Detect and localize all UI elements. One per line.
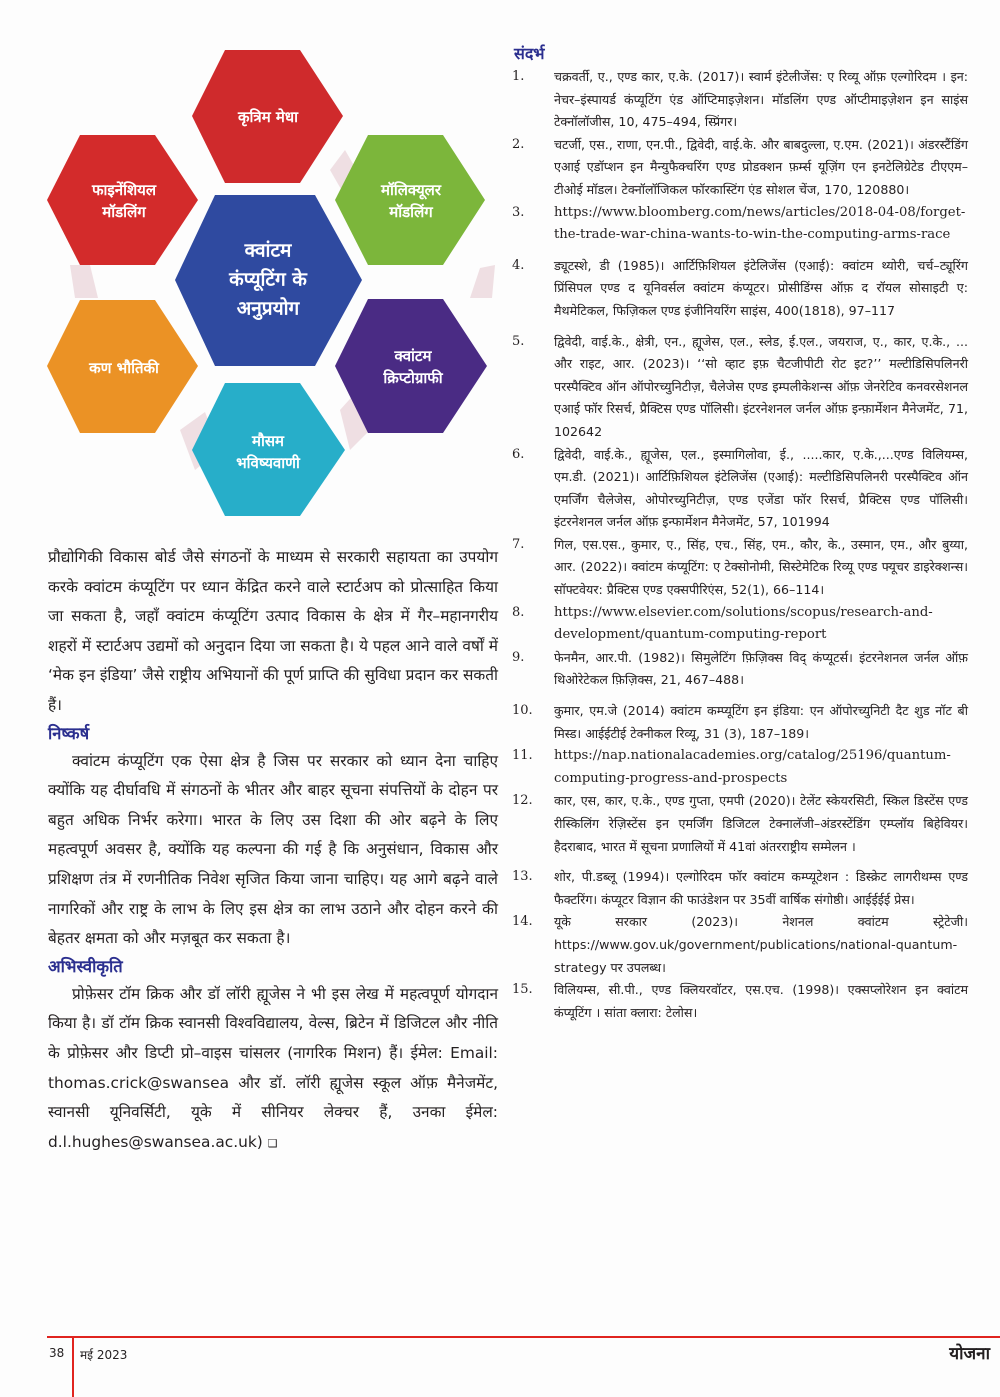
label-line: भविष्यवाणी: [236, 454, 300, 472]
reference-text: विलियम्स, सी.पी., एण्ड क्लियरवॉटर, एस.एच. (1998)। एक्सप्लोरेशन इन क्वांटम कंप्यूटिंग । सांता क्लारा: टेलोस।: [554, 982, 968, 1020]
reference-number: 14.: [512, 914, 533, 930]
conclusion-paragraph: क्वांटम कंप्यूटिंग एक ऐसा क्षेत्र है जिस पर सरकार को ध्यान देना चाहिए क्योंकि यह दीर्घावधि में संगठनों के भीतर और बाहर सूचना संपत्तियों के दोहन पर बहुत अधिक निर्भर करेगा। भारत के लिए उस दिशा की ओर बढ़ने के लिए महत्वपूर्ण अवसर है, क्योंकि यह कल्पना की गई है कि अनुसंधान, विकास और प्रशिक्षण तंत्र में रणनीतिक निवेश सृजित किया जाना चाहिए। यह आगे बढ़ने वाले नागरिकों और राष्ट्र के लाभ के लिए इस क्षेत्र का लाभ उठाने और दोहन करने की बेहतर क्षमता को और मज़बूत कर सकता है।: [48, 751, 498, 948]
page-number: 38: [49, 1346, 65, 1360]
reference-text[interactable]: https://nap.nationalacademies.org/catalog/25196/quantum-computing-progress-and-prospects: [554, 748, 951, 786]
reference-text: चटर्जी, एस., राणा, एन.पी., द्विवेदी, वाई.के. और बाबदुल्ला, ए.एम. (2021)। अंडरस्टैंडिंग एआई एडॉप्शन इन मैन्युफैक्चरिंग एण्ड प्रोडक्शन फ़र्म्स यूज़िंग एन इनटेलिग्रेटेड टीएएम–टीओई मॉडल। टेक्नॉलॉजिकल फॉरकास्टिंग एंड सोशल चेंज, 170, 120880।: [554, 136, 968, 197]
reference-item: [512, 647, 968, 692]
acknowledgement-text: प्रोफ़ेसर टॉम क्रिक और डॉ लॉरी ह्यूजेस ने भी इस लेख में महत्वपूर्ण योगदान किया है। डॉ टॉम क्रिक स्वानसी विश्वविद्यालय, वेल्स, ब्रिटेन में डिजिटल और नीति के प्रोफ़ेसर और डिप्टी प्रो–वाइस चांसलर (नागरिक मिशन) हैं। ईमेल: Email: thomas.crick@swansea और डॉ. लॉरी ह्यूजेस स्कूल ऑफ़ मैनेजमेंट, स्वानसी यूनिवर्सिटी, यूके में सीनियर लेक्चर हैं, उनका ईमेल: d.l.hughes@swansea.ac.uk): [48, 984, 498, 1151]
label-line: अनुप्रयोग: [236, 297, 300, 320]
reference-number: 1.: [512, 69, 525, 84]
reference-text: कार, एस, कार, ए.के., एण्ड गुप्ता, एमपी (2020)। टेलेंट स्केयरसिटी, स्किल डिस्टेंस एण्ड रीस्किलिंग रेज़िस्टेंस इन एमर्जिंग डिजिटल टेक्नालॅजी–अंडरस्टेंडिंग एम्प्लॉय बिहेवियर। हैदराबाद, भारत में सूचना प्रणालियों में 41वां अंतरराष्ट्रीय सम्मेलन ।: [554, 793, 968, 854]
footer-rule: [47, 1336, 1000, 1338]
hexagon-label-center: [229, 237, 307, 324]
reference-item: [512, 866, 968, 911]
references-list: [512, 66, 968, 1024]
end-mark-icon: ❑: [267, 1136, 278, 1150]
label-line: मौसम: [252, 432, 284, 450]
reference-item: [512, 745, 968, 790]
reference-item: [512, 134, 968, 202]
reference-text[interactable]: https://www.elsevier.com/solutions/scopus/research-and-development/quantum-computing-report: [554, 604, 933, 643]
reference-item: [512, 331, 968, 444]
applications-diagram: [40, 40, 500, 530]
label-line: मॉलिक्यूलर: [381, 181, 441, 199]
label-line: क्वांटम: [244, 239, 292, 262]
label-line: मॉडलिंग: [389, 203, 433, 221]
label-line: कण भौतिकी: [89, 359, 159, 377]
reference-number: 9.: [512, 649, 525, 665]
connector-left: [70, 265, 98, 298]
reference-item: [512, 979, 968, 1024]
reference-text: गिल, एस.एस., कुमार, ए., सिंह, एच., सिंह, एम., कौर, के., उस्मान, एम., और बुय्या, आर. (2022)। क्वांटम कंप्यूटिंग: ए टेक्सोनोमी, सिस्टेमेटिक रिव्यू एण्ड फ्यूचर डाइरेक्शन्स। सॉफ्टवेयर: प्रैक्टिस एण्ड एक्सपीरिएंस, 52(1), 66–114।: [554, 536, 968, 598]
reference-item: [512, 534, 968, 602]
reference-item: [512, 66, 968, 134]
reference-number: 8.: [512, 604, 525, 620]
hexagon-label-artificial-intelligence: [238, 106, 298, 128]
label-line: फाइनेंशियल: [91, 181, 157, 199]
intro-paragraph: प्रौद्योगिकी विकास बोर्ड जैसे संगठनों के माध्यम से सरकारी सहायता का उपयोग करके क्वांटम कंप्यूटिंग पर ध्यान केंद्रित करने वाले स्टार्टअप को प्रोत्साहित किया जा सकता है, जहाँ क्वांटम कंप्यूटिंग उत्पाद विकास के क्षेत्र में गैर–महानगरीय शहरों में स्टार्टअप उद्यमों को अनुदान दिया जा सकता है। ये पहल आने वाले वर्षों में ‘मेक इन इंडिया’ जैसे राष्ट्रीय अभियानों की पूर्ण प्राप्ति की सुविधा प्रदान कर सकती हैं।: [48, 548, 498, 714]
label-line: मॉडलिंग: [102, 203, 146, 221]
hexagon-label-molecular-modelling: [381, 179, 441, 223]
references-section: [512, 42, 968, 1024]
hexagon-label-financial-modelling: [92, 179, 156, 223]
label-line: कंप्यूटिंग के: [229, 268, 307, 291]
reference-item: [512, 602, 968, 647]
reference-number: 4.: [512, 257, 525, 273]
label-line: कृत्रिम मेधा: [238, 108, 298, 126]
reference-text: चक्रवर्ती, ए., एण्ड कार, ए.के. (2017)। स्वार्म इंटेलीजेंस: ए रिव्यू ऑफ़ एल्गोरिदम । इन: नेचर–इंस्पायर्ड कंप्यूटिंग एंड ऑप्टिमाइज़ेशन। मॉडलिंग एण्ड ऑप्टीमाइज़ेशन इन साइंस टेक्नॉलॉजीस, 10, 475–494, स्प्रिंगर।: [554, 69, 968, 130]
label-line: क्रिप्टोग्राफी: [383, 369, 443, 387]
reference-number: 15.: [512, 982, 533, 998]
reference-item: [512, 911, 968, 979]
left-column: [48, 543, 498, 1158]
reference-text: द्विवेदी, वाई.के., क्षेत्री, एन., ह्यूजेस, एल., स्लेड, ई.एल., जयराज, ए., कार, ए.के., ... और राइट, आर. (2023)। ‘‘सो व्हाट इफ़ चैटजीपीटी रोट इट?’’ मल्टीडिसिपलिनरी परस्पैक्टिव ऑन ऑपोरच्युनिटीज़, चैलेजेस एण्ड इम्पलीकेशन्स ऑफ़ जेनरेटिव कनवरसेशनल एआई फॉर रिसर्च, प्रैक्टिस एण्ड पॉलिसी। इंटरनेशनल जर्नल ऑफ़ इन्फ़ार्मेशन मैनेजमेंट, 71, 102642: [554, 333, 968, 439]
reference-number: 10.: [512, 703, 533, 719]
reference-text: यूके सरकार (2023)। नेशनल क्वांटम स्ट्रेटेजी। https://www.gov.uk/government/publications/national-quantum-strategy पर उपलब्ध।: [554, 914, 968, 975]
label-line: क्वांटम: [394, 347, 432, 365]
hexagon-label-particle-physics: [89, 357, 159, 379]
reference-number: 12.: [512, 793, 533, 809]
conclusion-heading: निष्कर्ष: [48, 723, 90, 743]
hexagon-label-weather-forecasting: [236, 430, 300, 474]
reference-text: द्विवेदी, वाई.के., ह्यूजेस, एल., इस्मागिलोवा, ई., .....कार, ए.के.,...एण्ड विलियम्स, एम.डी. (2021)। आर्टिफ़िशियल इंटेलिजेंस (एआई): मल्टीडिसिपलिनरी परस्पैक्टिव ऑन एमर्जिंग चैलेजेस, ओपोरच्युनिटीज़, एण्ड एजेंडा फॉर रिसर्च, प्रैक्टिस एण्ड पॉलिसी। इंटरनेशनल जर्नल ऑफ़ इन्फार्मेशन मैनेजमेंट, 57, 101994: [554, 446, 968, 530]
reference-item: [512, 790, 968, 858]
reference-number: 2.: [512, 136, 525, 152]
reference-item: [512, 444, 968, 534]
footer-divider: [72, 1337, 74, 1397]
reference-number: 6.: [512, 446, 525, 462]
hexagon-label-quantum-cryptography: [383, 345, 442, 389]
acknowledgement-paragraph: [48, 980, 498, 1159]
reference-number: 11.: [512, 748, 533, 764]
connector-right: [470, 265, 495, 298]
reference-text: शोर, पी.डब्लू (1994)। एल्गोरिदम फॉर क्वांटम कम्प्यूटेशन : डिस्क्रेट लागरीथम्स एण्ड फैक्टरिंग। कंप्यूटर विज्ञान की फाउंडेशन पर 35वीं वार्षिक संगोष्ठी। आईईईई प्रेस।: [554, 869, 968, 907]
acknowledgement-heading: अभिस्वीकृति: [48, 956, 123, 976]
references-heading: संदर्भ: [514, 44, 545, 63]
issue-date: मई 2023: [80, 1348, 128, 1362]
reference-item: [512, 255, 968, 323]
reference-text: कुमार, एम.जे (2014) क्वांटम कम्प्यूटिंग इन इंडिया: एन ऑपोरच्युनिटी दैट शुड नॉट बी मिस्ड। आईईटीई टेक्नीकल रिव्यू, 31 (3), 187–189।: [554, 703, 968, 741]
reference-text: ड्यूटस्शे, डी (1985)। आर्टिफ़िशियल इंटेलिजेंस (एआई): क्वांटम थ्योरी, चर्च–ट्यूरिंग प्रिंसिपल एण्ड द यूनिवर्सल क्वांटम कंप्यूटर। प्रोसीडिंग्स ऑफ़ द रॉयल सोसाइटी ए: मैथमेटिकल, फिज़िकल एण्ड इंजीनियरिंग साइंस, 400(1818), 97–117: [554, 257, 968, 318]
reference-text[interactable]: https://www.bloomberg.com/news/articles/2018-04-08/forget-the-trade-war-china-wants-to-win-the-computing-arms-race: [554, 204, 966, 243]
magazine-name: योजना: [949, 1344, 990, 1364]
reference-number: 5.: [512, 333, 525, 349]
reference-number: 13.: [512, 869, 533, 885]
reference-number: 7.: [512, 536, 525, 552]
reference-item: [512, 202, 968, 247]
reference-text: फेनमैन, आर.पी. (1982)। सिमुलेटिंग फ़िज़िक्स विद् कंप्यूटर्स। इंटरनेशनल जर्नल ऑफ़ थिओरेटेकल फ़िज़िक्स, 21, 467–488।: [554, 649, 968, 688]
reference-item: [512, 700, 968, 745]
reference-number: 3.: [512, 204, 525, 220]
